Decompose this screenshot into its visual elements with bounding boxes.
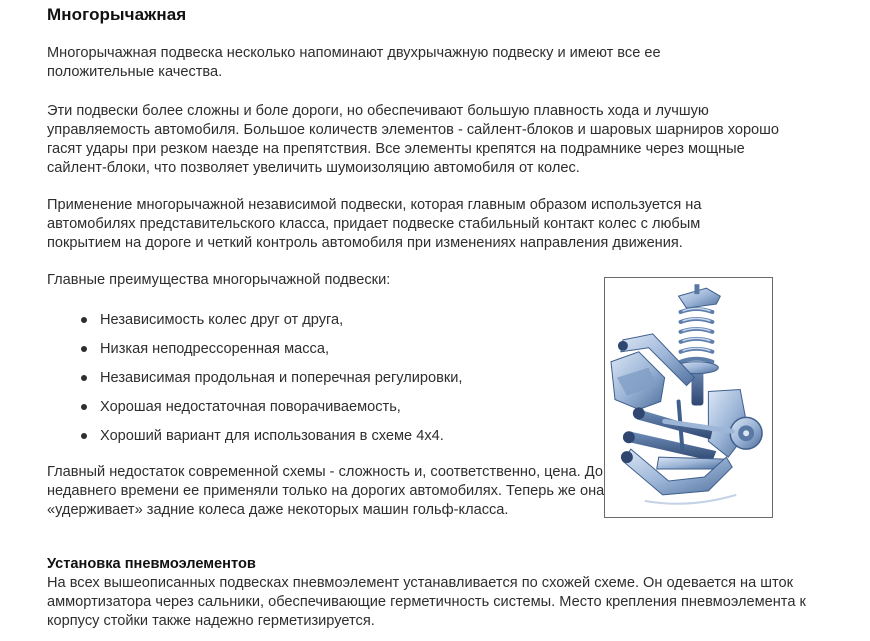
list-item-text: Независимость колес друг от друга, bbox=[100, 312, 344, 328]
list-item bbox=[78, 369, 462, 398]
list-item bbox=[78, 427, 462, 456]
suspension-figure bbox=[604, 277, 773, 518]
bullet-icon bbox=[81, 433, 87, 439]
advantages-list bbox=[78, 311, 462, 456]
paragraph-installation: На всех вышеописанных подвесках пневмоэлемент устанавливается по схожей схеме. Он одевается на шток аммортизатора через сальники, обеспечивающие герметичность системы. Место крепления пневмоэлемента к корпусу стойки также надежно герметизируется. bbox=[47, 575, 806, 629]
list-item-text: Хороший вариант для использования в схеме 4х4. bbox=[100, 428, 444, 444]
list-item-text: Независимая продольная и поперечная регулировки, bbox=[100, 370, 463, 386]
page-title: Многорычажная bbox=[47, 5, 187, 24]
bullet-icon bbox=[81, 404, 87, 410]
paragraph-drawback: Главный недостаток современной схемы - сложность и, соответственно, цена. До недавнего времени ее применяли только на дорогих автомобилях. Теперь же она «удерживает» задние колеса даже некоторых машин гольф-класса. bbox=[47, 464, 605, 518]
bullet-icon bbox=[81, 317, 87, 323]
paragraph-intro: Многорычажная подвеска несколько напоминают двухрычажную подвеску и имеют все ее положительные качества. bbox=[47, 45, 661, 80]
list-item bbox=[78, 340, 462, 369]
multilink-suspension-icon bbox=[609, 282, 768, 513]
list-item-text: Низкая неподрессоренная масса, bbox=[100, 341, 329, 357]
bullet-icon bbox=[81, 346, 87, 352]
subsection-heading: Установка пневмоэлементов bbox=[47, 556, 256, 572]
list-item bbox=[78, 311, 462, 340]
paragraph-application: Применение многорычажной независимой подвески, которая главным образом используется на автомобилях представительского класса, придает подвеске стабильный контакт колес с любым покрытием на дороге и четкий контроль автомобиля при изменениях направления движения. bbox=[47, 197, 702, 251]
list-item-text: Хорошая недостаточная поворачиваемость, bbox=[100, 399, 401, 415]
advantages-heading: Главные преимущества многорычажной подвески: bbox=[47, 272, 391, 288]
paragraph-complexity: Эти подвески более сложны и боле дороги, но обеспечивают большую плавность хода и лучшую управляемость автомобиля. Большое количеств элементов - сайлент-блоков и шаровых шарниров хорошо гасят удары при резком наезде на препятствия. Все элементы крепятся на подрамнике через мощные сайлент-блоки, что позволяет увеличить шумоизоляцию автомобиля от колес. bbox=[47, 103, 780, 176]
bullet-icon bbox=[81, 375, 87, 381]
list-item bbox=[78, 398, 462, 427]
